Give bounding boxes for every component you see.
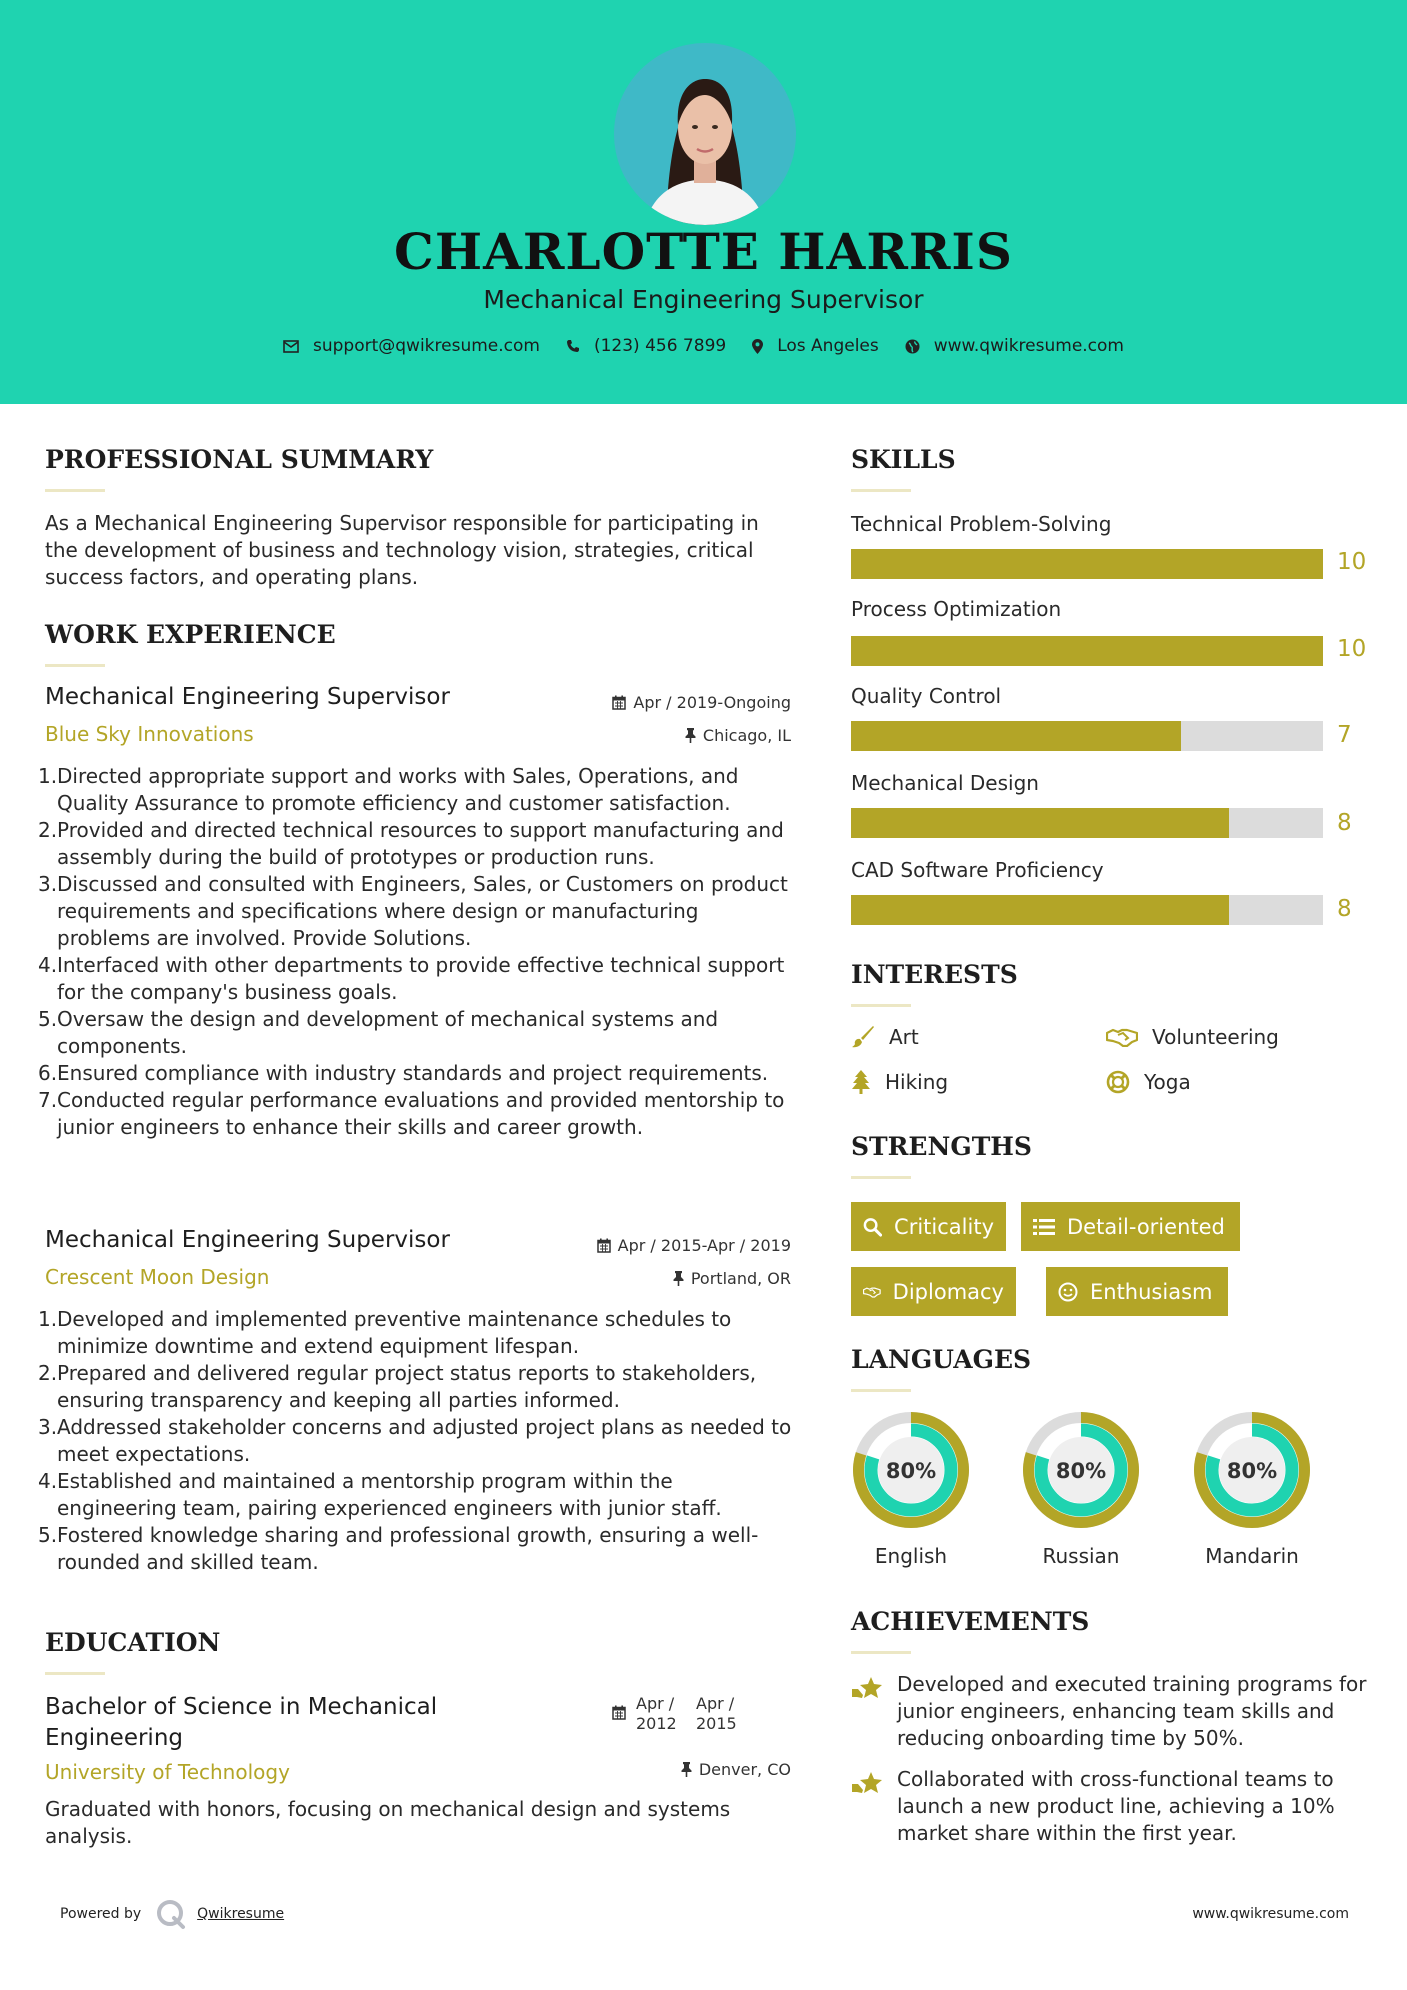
phone-icon xyxy=(566,339,580,353)
education-rule xyxy=(45,1672,105,1675)
education-degree: Bachelor of Science in Mechanical Engineering xyxy=(45,1694,438,1751)
calendar-icon xyxy=(597,1238,611,1253)
lifering-icon xyxy=(1106,1070,1130,1094)
strength-chip: Detail-oriented xyxy=(1021,1202,1240,1251)
job-1-location: Chicago, IL xyxy=(560,726,791,745)
skill-value: 8 xyxy=(1337,810,1352,836)
education-description: Graduated with honors, focusing on mechanical design and systems analysis. xyxy=(45,1797,731,1848)
strength-chip: Criticality xyxy=(851,1202,1006,1251)
list-item: 2. Provided and directed technical resources to support manufacturing and assembly during the build of prototypes or production runs. xyxy=(38,818,784,869)
qwikresume-link[interactable]: Qwikresume xyxy=(197,1906,285,1922)
map-pin-icon xyxy=(752,339,763,354)
achievement-item: Developed and executed training programs for junior engineers, enhancing team skills and reducing onboarding time by 50%. xyxy=(851,1671,1371,1752)
skill-bar xyxy=(851,721,1323,751)
list-icon xyxy=(1033,1218,1055,1236)
language-name: Mandarin xyxy=(1205,1544,1299,1568)
language-name: English xyxy=(874,1544,948,1568)
strength-chip: Diplomacy xyxy=(851,1267,1016,1316)
contact-location: Los Angeles xyxy=(752,336,879,356)
contact-email[interactable]: support@qwikresume.com xyxy=(283,336,540,356)
summary-rule xyxy=(45,489,105,492)
skill-bar-fill xyxy=(851,808,1229,838)
skill-value: 10 xyxy=(1337,636,1367,662)
interests-heading: INTERESTS xyxy=(851,960,1018,989)
language-item xyxy=(996,1408,1166,1568)
skill-label: CAD Software Proficiency xyxy=(851,858,1104,882)
language-ring xyxy=(1019,1408,1143,1532)
skill-bar-fill xyxy=(851,636,1323,666)
contact-website[interactable]: www.qwikresume.com xyxy=(905,336,1124,356)
candidate-name: CHARLOTTE HARRIS xyxy=(394,222,1013,281)
job-1-company: Blue Sky Innovations xyxy=(45,722,254,746)
tree-icon xyxy=(851,1070,871,1094)
interest-item: Art xyxy=(851,1025,919,1049)
education-school: University of Technology xyxy=(45,1760,290,1784)
job-2-location: Portland, OR xyxy=(560,1269,791,1288)
list-item: 3. Addressed stakeholder concerns and adjusted project plans as needed to meet expectations. xyxy=(38,1415,792,1466)
language-percent: 80% xyxy=(1055,1459,1107,1483)
paintbrush-icon xyxy=(851,1025,875,1049)
experience-heading: WORK EXPERIENCE xyxy=(45,620,336,649)
globe-icon xyxy=(905,339,920,354)
star-hand-icon xyxy=(851,1675,885,1705)
pushpin-icon xyxy=(673,1271,684,1286)
language-name: Russian xyxy=(1042,1544,1120,1568)
list-item: 5. Oversaw the design and development of mechanical systems and components. xyxy=(38,1007,719,1058)
footer-powered-by: Powered by Qwikresume xyxy=(60,1898,284,1930)
list-item: 1. Developed and implemented preventive maintenance schedules to minimize downtime and extend equipment lifespan. xyxy=(38,1307,732,1358)
calendar-icon xyxy=(612,1705,626,1720)
experience-rule xyxy=(45,664,105,667)
education-location: Denver, CO xyxy=(560,1760,791,1779)
languages-rule xyxy=(851,1389,911,1392)
skill-bar xyxy=(851,636,1323,666)
interest-item: Hiking xyxy=(851,1070,948,1094)
language-item xyxy=(826,1408,996,1568)
handshake-icon xyxy=(863,1282,881,1302)
handshake-icon xyxy=(1106,1027,1138,1047)
job-2-duties xyxy=(38,1306,793,1576)
achievement-item: Collaborated with cross-functional teams to launch a new product line, achieving a 10% market share within the first year. xyxy=(851,1766,1371,1847)
summary-heading: PROFESSIONAL SUMMARY xyxy=(45,445,434,474)
language-percent: 80% xyxy=(1226,1459,1278,1483)
language-ring xyxy=(849,1408,973,1532)
skill-bar xyxy=(851,549,1323,579)
skill-bar-fill xyxy=(851,721,1181,751)
languages-heading: LANGUAGES xyxy=(851,1345,1032,1374)
list-item: 7. Conducted regular performance evaluations and provided mentorship to junior engineers to enhance their skills and career growth. xyxy=(38,1088,785,1139)
skill-bar-fill xyxy=(851,549,1323,579)
job-2-dates: Apr / 2015-Apr / 2019 xyxy=(560,1236,791,1255)
header-banner xyxy=(0,0,1407,404)
achievements-heading: ACHIEVEMENTS xyxy=(851,1607,1090,1636)
strengths-rule xyxy=(851,1176,911,1179)
achievements-rule xyxy=(851,1651,911,1654)
interests-rule xyxy=(851,1004,911,1007)
list-item: 4. Established and maintained a mentorship program within the engineering team, pairing experienced engineers with junior staff. xyxy=(38,1469,722,1520)
star-hand-icon xyxy=(851,1770,885,1800)
job-1-duties xyxy=(38,763,793,1141)
candidate-title: Mechanical Engineering Supervisor xyxy=(483,285,924,314)
education-dates: Apr / 2012 Apr / 2015 xyxy=(612,1694,740,1734)
envelope-icon xyxy=(283,340,299,353)
skill-value: 10 xyxy=(1337,549,1367,575)
qwikresume-logo-icon xyxy=(155,1898,187,1930)
strength-chip: Enthusiasm xyxy=(1046,1267,1228,1316)
skill-label: Technical Problem-Solving xyxy=(851,512,1112,536)
contact-phone[interactable]: (123) 456 7899 xyxy=(566,336,726,356)
list-item: 5. Fostered knowledge sharing and professional growth, ensuring a well-rounded and skilled team. xyxy=(38,1523,759,1574)
pushpin-icon xyxy=(685,728,696,743)
language-item xyxy=(1167,1408,1337,1568)
skill-label: Mechanical Design xyxy=(851,771,1039,795)
interest-item: Yoga xyxy=(1106,1070,1191,1094)
summary-text: As a Mechanical Engineering Supervisor responsible for participating in the development of business and technology vision, strategies, critical success factors, and operating plans. xyxy=(45,511,759,589)
skills-heading: SKILLS xyxy=(851,445,956,474)
skills-rule xyxy=(851,489,911,492)
job-2-title: Mechanical Engineering Supervisor xyxy=(45,1227,450,1253)
skill-label: Process Optimization xyxy=(851,597,1062,621)
job-1-dates: Apr / 2019-Ongoing xyxy=(560,693,791,712)
smile-icon xyxy=(1058,1282,1078,1302)
language-percent: 80% xyxy=(885,1459,937,1483)
pushpin-icon xyxy=(681,1762,692,1777)
calendar-icon xyxy=(612,695,626,710)
strengths-heading: STRENGTHS xyxy=(851,1132,1032,1161)
interest-item: Volunteering xyxy=(1106,1025,1279,1049)
skill-value: 7 xyxy=(1337,722,1352,748)
list-item: 1. Directed appropriate support and works with Sales, Operations, and Quality Assurance to promote efficiency and customer satisfaction. xyxy=(38,764,739,815)
skill-value: 8 xyxy=(1337,896,1352,922)
skill-bar-fill xyxy=(851,895,1229,925)
contact-bar xyxy=(0,336,1407,356)
job-1-title: Mechanical Engineering Supervisor xyxy=(45,684,450,710)
education-heading: EDUCATION xyxy=(45,1628,221,1657)
list-item: 3. Discussed and consulted with Engineers, Sales, or Customers on product requirements and specifications where design or manufacturing problems are involved. Provide Solutions. xyxy=(38,872,788,950)
language-ring xyxy=(1190,1408,1314,1532)
search-icon xyxy=(863,1217,882,1237)
skill-bar xyxy=(851,895,1323,925)
skill-bar xyxy=(851,808,1323,838)
profile-photo xyxy=(614,43,796,225)
job-2-company: Crescent Moon Design xyxy=(45,1265,270,1289)
list-item: 2. Prepared and delivered regular project status reports to stakeholders, ensuring transparency and keeping all parties informed. xyxy=(38,1361,757,1412)
skill-label: Quality Control xyxy=(851,684,1002,708)
list-item: 6. Ensured compliance with industry standards and project requirements. xyxy=(38,1061,769,1085)
list-item: 4. Interfaced with other departments to provide effective technical support for the company's business goals. xyxy=(38,953,785,1004)
footer-website[interactable]: www.qwikresume.com xyxy=(1192,1906,1349,1922)
